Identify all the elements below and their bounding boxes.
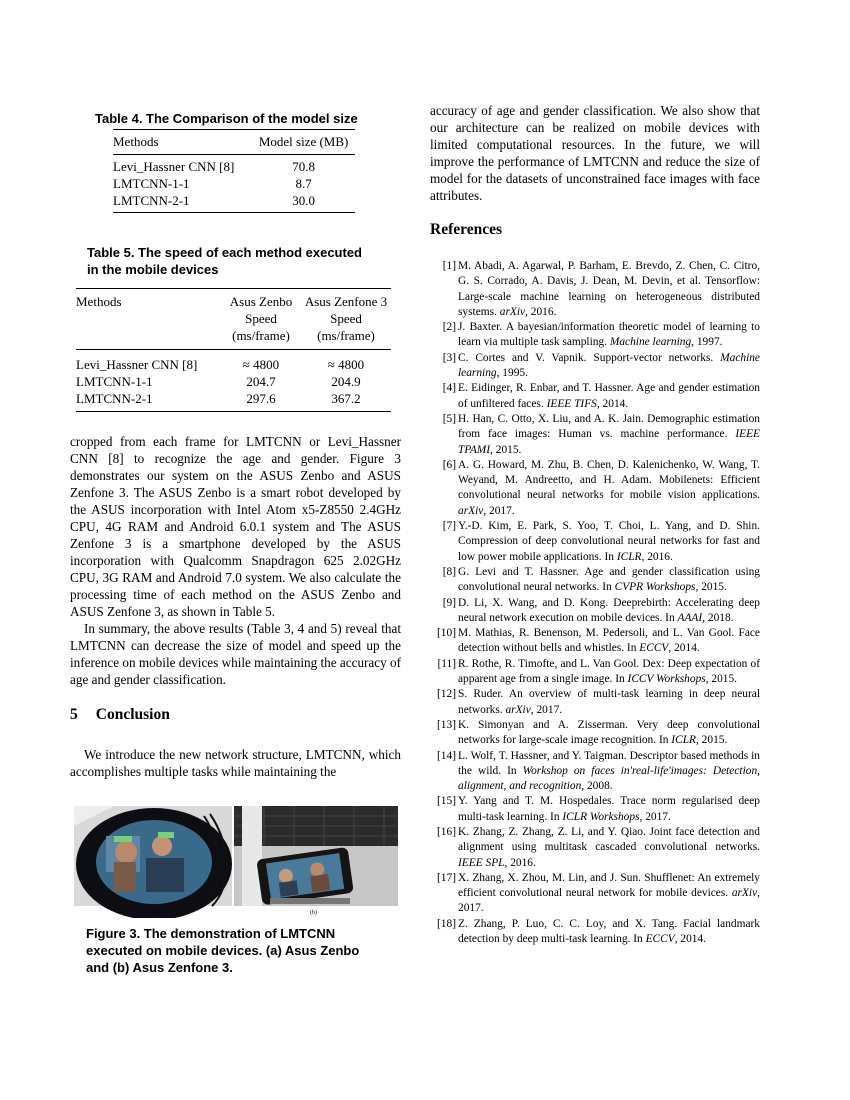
- reference-year: , 2017.: [483, 504, 515, 517]
- reference-venue: ICCV Workshops: [627, 673, 706, 686]
- table-cell: ≈ 4800: [327, 357, 365, 372]
- reference-year: , 1995.: [496, 367, 528, 380]
- reference-text: L. Wolf, T. Hassner, and Y. Taigman. Descriptor based methods in the wild. In: [458, 749, 760, 777]
- table-cell: 204.7: [246, 374, 276, 389]
- table-header: [301, 289, 391, 350]
- reference-label: [12]: [437, 688, 456, 701]
- reference-text: R. Rothe, R. Timofte, and L. Van Gool. Dex: Deep expectation of apparent age from a single image. In: [458, 657, 760, 686]
- reference-year: , 2015.: [695, 734, 728, 747]
- reference-text: Y.-D. Kim, E. Park, S. Yoo, T. Choi, L. Yang, and D. Shin. Compression of deep convolutional neural networks for fast and low power mobile applications. In: [458, 520, 760, 563]
- table-cell: 204.9: [331, 374, 361, 389]
- reference-venue: arXiv: [731, 887, 758, 900]
- reference-label: [1]: [442, 260, 456, 272]
- reference-label: [17]: [437, 871, 456, 884]
- reference-label: [11]: [437, 657, 456, 670]
- table-row: [113, 192, 355, 213]
- header-line: Asus Zenbo: [229, 294, 293, 309]
- reference-year: , 2015.: [705, 673, 738, 686]
- reference-text: Z. Zhang, P. Luo, C. C. Loy, and X. Tang. Facial landmark detection by deep multi-task learning. In: [458, 917, 760, 946]
- reference-label: [3]: [442, 351, 456, 364]
- reference-venue: AAAI: [677, 611, 703, 624]
- table-header: Model size (MB): [252, 130, 355, 155]
- reference-venue: ECCV: [645, 933, 675, 946]
- reference-venue: Workshop on faces in'real-life'images: Detection, alignment, and recognition: [458, 764, 760, 793]
- reference-year: , 2015.: [695, 581, 727, 594]
- reference-year: , 2008.: [581, 780, 613, 793]
- table-cell: Levi_Hassner CNN [8]: [113, 159, 235, 174]
- reference-label: [6]: [442, 458, 456, 471]
- reference-text: J. Baxter. A bayesian/information theoretic model of learning to learn via multiple task sampling.: [458, 321, 760, 349]
- header-line: (ms/frame): [232, 328, 290, 343]
- reference-year: , 2014.: [596, 397, 629, 410]
- reference-year: , 2016.: [504, 856, 536, 869]
- references-heading: References: [430, 221, 503, 238]
- reference-label: [13]: [437, 718, 456, 731]
- figure-caption: Figure 3. The demonstration of LMTCNN executed on mobile devices. (a) Asus Zenbo and (b) Asus Zenfone 3.: [86, 926, 360, 975]
- reference-text: M. Abadi, A. Agarwal, P. Barham, E. Brevdo, Z. Chen, C. Citro, G. S. Corrado, A. Davis, J. Dean, M. Devin, et al. Tensorflow: Large-scale machine learning on heterogeneous distributed systems.: [458, 260, 760, 318]
- reference-item: [430, 794, 760, 825]
- reference-label: [14]: [437, 749, 456, 762]
- reference-text: S. Ruder. An overview of multi-task learning in deep neural networks.: [458, 688, 760, 716]
- table-cell: 297.6: [221, 390, 301, 412]
- reference-item: [430, 749, 760, 795]
- reference-item: [430, 626, 760, 657]
- references-list: [430, 259, 760, 947]
- reference-item: [430, 565, 760, 596]
- model-size-table: [113, 129, 355, 213]
- reference-venue: IEEE TPAMI: [458, 428, 760, 456]
- table-row: [113, 155, 355, 176]
- reference-venue: arXiv: [505, 703, 531, 716]
- reference-text: E. Eidinger, R. Enbar, and T. Hassner. Age and gender estimation of unfiltered faces.: [458, 382, 760, 410]
- figure-3: [74, 806, 398, 918]
- reference-item: [430, 917, 760, 948]
- body-paragraph: accuracy of age and gender classification. We also show that our architecture can be realized on mobile devices with limited computational resources. In the future, we will improve the performance of LMTCNN and reduce the size of model for the datasets of unconstrained face images with face attributes.: [430, 103, 760, 203]
- table-cell: 30.0: [252, 192, 355, 213]
- table-cell: LMTCNN-1-1: [76, 374, 153, 389]
- body-paragraph: We introduce the new network structure, LMTCNN, which accomplishes multiple tasks while maintaining the: [70, 747, 401, 779]
- body-paragraph: In summary, the above results (Table 3, 4 and 5) reveal that LMTCNN can decrease the size of model and speed up the inference on mobile devices while maintaining the accuracy of age and gender classification.: [70, 621, 402, 687]
- reference-year: , 2018.: [702, 611, 734, 624]
- reference-venue: arXiv: [458, 504, 484, 517]
- reference-item: [430, 596, 760, 627]
- reference-text: C. Cortes and V. Vapnik. Support-vector networks.: [458, 351, 721, 364]
- reference-item: [430, 871, 760, 917]
- reference-label: [16]: [437, 825, 456, 838]
- table-row: [76, 373, 391, 390]
- reference-label: [18]: [437, 917, 456, 930]
- reference-text: K. Zhang, Z. Zhang, Z. Li, and Y. Qiao. Joint face detection and alignment using multitask cascaded convolutional networks.: [458, 825, 760, 854]
- reference-year: , 2017.: [530, 703, 563, 716]
- table4-caption: Table 4. The Comparison of the model size: [95, 111, 358, 126]
- reference-text: A. G. Howard, M. Zhu, B. Chen, D. Kalenichenko, W. Wang, T. Weyand, M. Andreetto, and H. Adam. Mobilenets: Efficient convolutional neural networks for mobile vision applications.: [458, 458, 760, 502]
- section-number: 5: [70, 706, 78, 723]
- reference-year: , 2016.: [525, 305, 557, 318]
- label-b: (b): [310, 910, 317, 916]
- reference-label: [7]: [442, 520, 456, 533]
- reference-item: [430, 687, 760, 718]
- table-row: [113, 175, 355, 192]
- reference-item: [430, 657, 760, 688]
- reference-venue: ICLR Workshops: [562, 810, 640, 823]
- table-header: Methods: [76, 289, 221, 350]
- table-header: Methods: [113, 130, 252, 155]
- reference-venue: ICLR: [616, 550, 642, 563]
- reference-year: , 2017.: [639, 810, 671, 823]
- reference-text: Y. Yang and T. M. Hospedales. Trace norm regularised deep multi-task learning. In: [458, 795, 760, 823]
- reference-year: , 1997.: [691, 336, 723, 349]
- reference-text: K. Simonyan and A. Zisserman. Very deep convolutional networks for large-scale image recognition. In: [458, 718, 760, 747]
- reference-venue: ECCV: [639, 642, 669, 655]
- section-title: Conclusion: [95, 706, 170, 723]
- table-row: [76, 350, 391, 374]
- reference-text: X. Zhang, X. Zhou, M. Lin, and J. Sun. Shufflenet: An extremely efficient convolutional neural network for mobile devices.: [458, 871, 760, 900]
- table-cell: LMTCNN-2-1: [113, 192, 252, 213]
- header-line: Speed: [245, 311, 277, 326]
- table5-caption: [87, 244, 397, 278]
- reference-item: [430, 412, 760, 458]
- table5-caption-line: Table 5. The speed of each method executed: [87, 245, 362, 260]
- reference-venue: ICLR: [671, 734, 696, 747]
- label-a: (a): [152, 910, 159, 916]
- reference-year: , 2015.: [490, 443, 522, 456]
- reference-text: H. Han, C. Otto, X. Liu, and A. K. Jain. Demographic estimation from face images: Human vs. machine performance.: [458, 412, 760, 441]
- table-cell: 70.8: [292, 159, 315, 174]
- table-cell: Levi_Hassner CNN [8]: [76, 357, 198, 372]
- table-row: [76, 390, 391, 412]
- section-heading: [70, 706, 170, 724]
- reference-item: [430, 825, 760, 871]
- table-cell: LMTCNN-1-1: [113, 176, 190, 191]
- reference-year: , 2014.: [674, 933, 707, 946]
- reference-text: M. Mathias, R. Benenson, M. Pedersoli, and L. Van Gool. Face detection without bells and whistles. In: [458, 627, 760, 655]
- reference-venue: IEEE SPL: [458, 856, 505, 869]
- table-cell: ≈ 4800: [242, 357, 280, 372]
- table-cell: LMTCNN-2-1: [76, 390, 221, 412]
- header-line: Speed: [330, 311, 362, 326]
- reference-item: [430, 519, 760, 565]
- reference-label: [8]: [442, 565, 456, 578]
- reference-venue: IEEE TIFS: [546, 397, 597, 410]
- body-paragraph: cropped from each frame for LMTCNN or Levi_Hassner CNN [8] to recognize the age and gender. Figure 3 demonstrates our system on the ASUS Zenbo and ASUS Zenfone 3. The ASUS Zenbo is a smart robot developed by the ASUS incorporation with Intel Atom x5-Z8550 2.4GHz CPU, 4G RAM and Android 6.0.1 system and The ASUS Zenfone 3 is a smartphone developed by the ASUS incorporation with Qualcomm Snapdragon 625 2.02GHz CPU, 3G RAM and Android 7.0 system. We also calculate the processing time of each method on the ASUS Zenbo and ASUS Zenfone 3, as shown in Table 5.: [70, 434, 401, 619]
- speed-table: [76, 288, 391, 412]
- header-line: (ms/frame): [317, 328, 375, 343]
- reference-label: [4]: [442, 382, 456, 395]
- reference-label: [15]: [437, 795, 456, 808]
- table-header: [221, 289, 301, 350]
- left-body: [70, 433, 401, 688]
- reference-item: [430, 259, 760, 320]
- reference-venue: Machine learning: [458, 351, 760, 380]
- reference-year: , 2016.: [641, 550, 673, 563]
- reference-text: D. Li, X. Wang, and D. Kong. Deeprebirth: Accelerating deep neural network execution on mobile devices. In: [458, 596, 760, 624]
- conclusion-body: [70, 746, 401, 780]
- header-line: Asus Zenfone 3: [304, 294, 388, 309]
- reference-text: G. Levi and T. Hassner. Age and gender classification using convolutional neural networks. In: [458, 565, 760, 594]
- table-cell: 367.2: [301, 390, 391, 412]
- right-body: [430, 102, 760, 204]
- reference-label: [9]: [442, 596, 456, 609]
- reference-year: , 2014.: [668, 642, 700, 655]
- reference-item: [430, 320, 760, 351]
- reference-item: [430, 381, 760, 412]
- reference-item: [430, 351, 760, 382]
- reference-item: [430, 718, 760, 749]
- table-cell: 8.7: [295, 176, 312, 191]
- reference-venue: arXiv: [499, 305, 526, 318]
- reference-venue: Machine learning: [609, 336, 692, 349]
- table5-caption-line: in the mobile devices: [87, 262, 219, 277]
- reference-label: [10]: [437, 627, 456, 640]
- reference-year: , 2017.: [458, 887, 760, 915]
- reference-label: [2]: [442, 321, 456, 334]
- figure-image: [74, 806, 398, 918]
- reference-venue: CVPR Workshops: [614, 581, 696, 594]
- reference-label: [5]: [442, 412, 456, 425]
- reference-item: [430, 458, 760, 519]
